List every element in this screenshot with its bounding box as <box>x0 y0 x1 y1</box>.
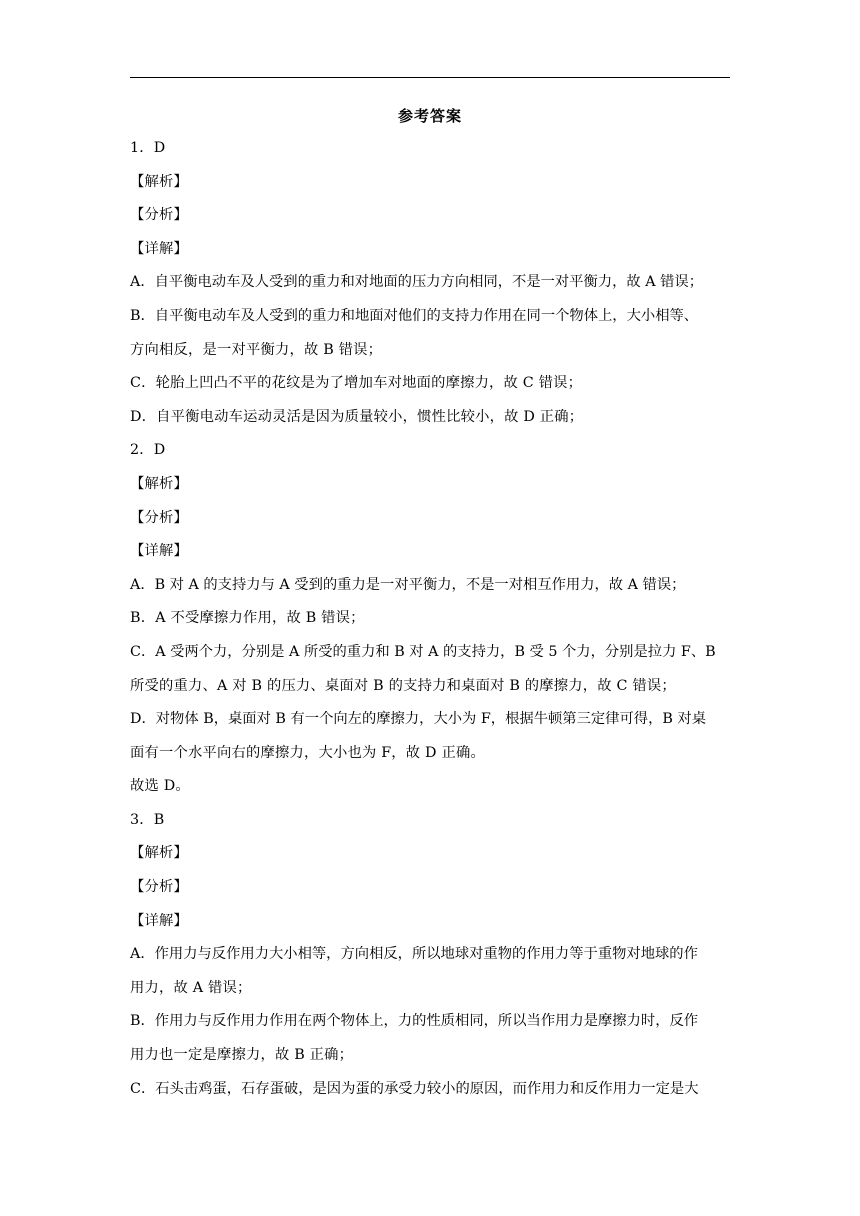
page-title: 参考答案 <box>397 107 462 125</box>
section-jiexi: 【解析】 <box>130 845 188 862</box>
answer-3-heading: 3．B <box>130 811 165 828</box>
answer-content <box>130 132 732 1106</box>
text-line: D．对物体 B，桌面对 B 有一个向左的摩擦力，大小为 F，根据牛顿第三定律可得，B 对桌 <box>130 711 707 728</box>
section-jiexi: 【解析】 <box>130 475 188 492</box>
answer-1-heading: 1．D <box>130 140 166 156</box>
header-rule <box>130 77 730 78</box>
section-jiexi: 【解析】 <box>130 173 188 190</box>
text-line: A．自平衡电动车及人受到的重力和对地面的压力方向相同，不是一对平衡力，故 A 错误； <box>130 274 704 291</box>
text-line: A．B 对 A 的支持力与 A 受到的重力是一对平衡力，不是一对相互作用力，故 A 错误； <box>130 576 686 593</box>
text-line: C．轮胎上凹凸不平的花纹是为了增加车对地面的摩擦力，故 C 错误； <box>130 375 583 392</box>
text-line: D．自平衡电动车运动灵活是因为质量较小，惯性比较小，故 D 正确； <box>130 408 584 425</box>
section-fenxi: 【分析】 <box>130 879 188 896</box>
text-line: 故选 D。 <box>130 778 190 795</box>
text-line: C．A 受两个力，分别是 A 所受的重力和 B 对 A 的支持力，B 受 5 个力，分别是拉力 F、B <box>130 643 716 660</box>
text-line: B．自平衡电动车及人受到的重力和地面对他们的支持力作用在同一个物体上，大小相等、 <box>130 307 699 324</box>
text-line: A．作用力与反作用力大小相等，方向相反，所以地球对重物的作用力等于重物对地球的作 <box>130 946 698 963</box>
section-xiangjie: 【详解】 <box>130 240 188 257</box>
text-line: 用力，故 A 错误； <box>130 979 252 996</box>
section-xiangjie: 【详解】 <box>130 912 188 929</box>
text-line: 所受的重力、A 对 B 的压力、桌面对 B 的支持力和桌面对 B 的摩擦力，故 C 错误； <box>130 677 676 694</box>
answer-2-heading: 2．D <box>130 442 166 459</box>
section-fenxi: 【分析】 <box>130 509 188 526</box>
text-line: 面有一个水平向右的摩擦力，大小也为 F，故 D 正确。 <box>130 744 485 761</box>
section-xiangjie: 【详解】 <box>130 543 188 560</box>
text-line: B．作用力与反作用力作用在两个物体上，力的性质相同，所以当作用力是摩擦力时，反作 <box>130 1013 699 1030</box>
text-line: B．A 不受摩擦力作用，故 B 错误； <box>130 610 365 627</box>
text-line: 方向相反，是一对平衡力，故 B 错误； <box>130 341 383 358</box>
text-line: C．石头击鸡蛋，石存蛋破，是因为蛋的承受力较小的原因，而作用力和反作用力一定是大 <box>130 1080 699 1097</box>
section-fenxi: 【分析】 <box>130 207 188 224</box>
text-line: 用力也一定是摩擦力，故 B 正确； <box>130 1047 354 1064</box>
